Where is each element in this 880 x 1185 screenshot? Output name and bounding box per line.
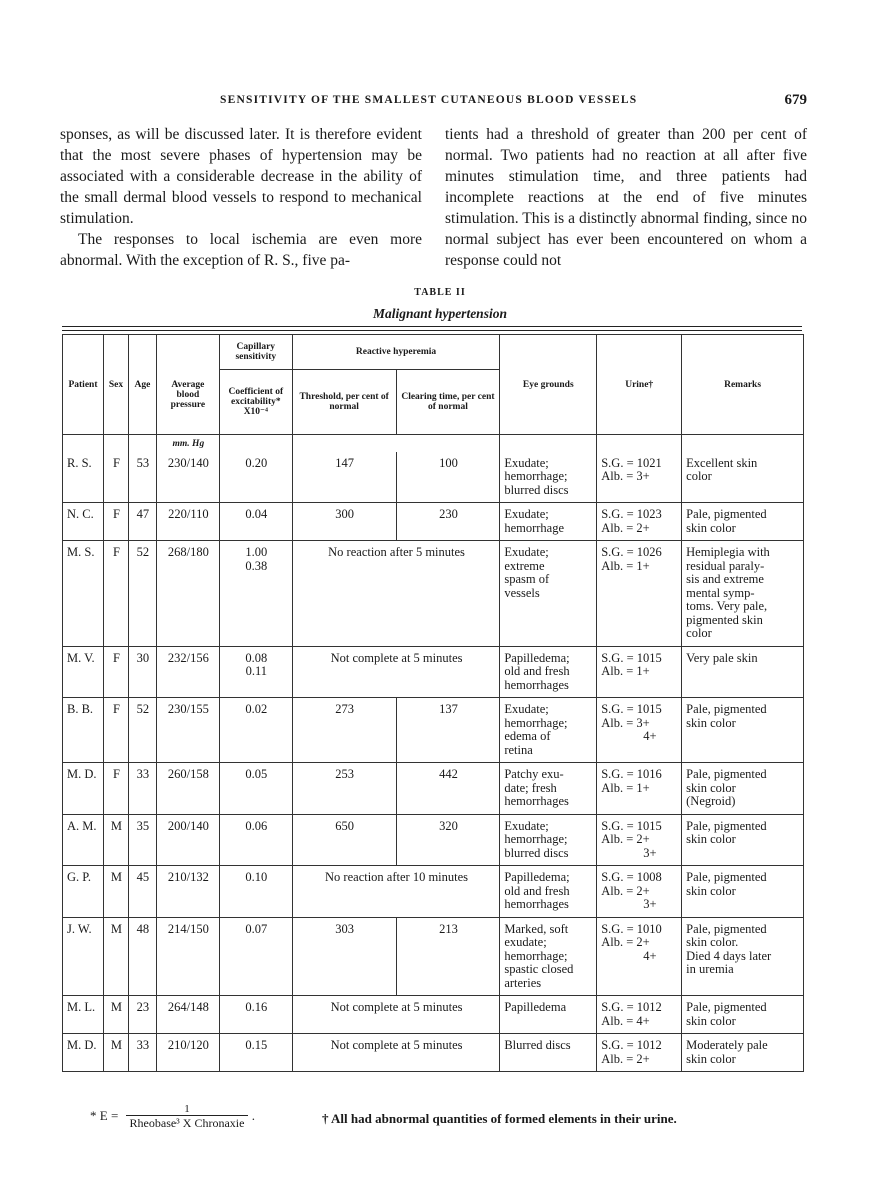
units-cell [219,435,292,452]
patient-cell: A. M. [63,814,104,866]
urine-cell [597,541,682,647]
coefficient-cell-line: 0.10 [245,870,268,884]
formula-suffix: . [251,1107,255,1123]
formula-prefix: * E = [90,1107,119,1123]
sex-cell: F [103,698,128,763]
eye-cell-line: spastic closed [504,962,574,976]
eye-cell-line: Exudate; [504,818,549,833]
coefficient-cell [219,1034,292,1072]
urine-cell-line: S.G. = 1021 [601,455,662,470]
table-row [63,866,804,918]
urine-cell [597,763,682,815]
patient-cell: B. B. [63,698,104,763]
urine-cell-line: S.G. = 1012 [601,1038,662,1052]
eye-cell-line: extreme [504,558,545,573]
age-cell: 52 [128,541,156,647]
page-number: 679 [784,92,807,108]
remarks-cell [682,503,804,541]
eye-cell [500,646,597,698]
left-column [60,124,422,271]
table-row [63,814,804,866]
table-label: TABLE II [414,287,466,298]
eye-cell [500,503,597,541]
table-row [63,698,804,763]
urine-cell [597,452,682,503]
table-top-rule-2 [62,330,802,331]
units-cell [128,435,156,452]
sex-cell: F [103,646,128,698]
clearing-cell: 230 [396,503,500,541]
coefficient-cell [219,763,292,815]
urine-cell-line: Alb. = 3+ [601,715,650,730]
eye-cell-line: Exudate; [504,545,549,559]
sex-cell: M [103,866,128,918]
urine-cell [597,1034,682,1072]
eye-cell-line: hemorrhage; [504,469,568,483]
header-reactive: Reactive hyperemia [292,335,500,370]
eye-cell [500,763,597,815]
eye-cell [500,996,597,1034]
eye-cell-line: Papilledema [504,1000,567,1014]
eye-cell [500,814,597,866]
units-cell [500,435,597,452]
remarks-cell-line: Excellent skin [686,455,758,470]
remarks-cell-line: skin color [686,780,736,795]
coefficient-cell [219,541,292,647]
urine-cell-line: S.G. = 1015 [601,702,662,716]
remarks-cell-line: (Negroid) [686,794,736,808]
units-cell [63,435,104,452]
remarks-cell [682,763,804,815]
urine-cell-line: S.G. = 1015 [601,818,662,833]
header-clearing: Clearing time, per cent of normal [396,370,500,435]
eye-cell-line: old and fresh [504,664,570,678]
remarks-cell-line: Pale, pigmented [686,870,767,884]
eye-cell-line: Marked, soft [504,921,569,936]
table-row [63,646,804,698]
clearing-cell: 137 [396,698,500,763]
coefficient-cell-line: 0.11 [245,664,268,678]
sex-cell: F [103,452,128,503]
eye-cell-line: retina [504,742,533,757]
eye-cell-line: date; fresh [504,780,557,795]
remarks-cell-line: Pale, pigmented [686,818,767,833]
table-row [63,541,804,647]
table-top-rule [62,326,802,327]
remarks-cell-line: Very pale skin [686,650,758,665]
patient-cell: N. C. [63,503,104,541]
bp-cell: 230/140 [156,452,219,503]
coefficient-cell-line: 0.06 [245,818,268,833]
reactive-merged-cell: Not complete at 5 minutes [292,996,500,1034]
units-cell [682,435,804,452]
eye-cell-line: edema of [504,729,551,743]
remarks-cell-line: Pale, pigmented [686,1000,767,1014]
threshold-cell: 303 [292,917,396,996]
age-cell: 48 [128,917,156,996]
units-cell [292,435,396,452]
bp-unit: mm. Hg [156,435,219,452]
eye-cell-line: exudate; [504,935,547,949]
table-row [63,917,804,996]
remarks-cell-line: sis and extreme [686,572,764,586]
urine-cell-line: Alb. = 1+ [601,558,650,573]
urine-cell [597,814,682,866]
remarks-cell-line: skin color [686,715,736,730]
remarks-cell [682,917,804,996]
eye-cell-line: blurred discs [504,845,569,860]
age-cell: 35 [128,814,156,866]
remarks-cell-line: residual paraly- [686,558,765,573]
sex-cell: M [103,917,128,996]
urine-cell-line: S.G. = 1015 [601,650,662,665]
remarks-cell [682,452,804,503]
remarks-cell [682,1034,804,1072]
remarks-cell-line: Pale, pigmented [686,702,767,716]
urine-cell [597,698,682,763]
table-row [63,996,804,1034]
remarks-cell-line: mental symp- [686,585,755,600]
footnote-formula [90,1103,255,1131]
age-cell: 33 [128,1034,156,1072]
eye-cell-line: hemorrhages [504,794,569,808]
urine-cell-line: Alb. = 3+ [601,469,650,483]
coefficient-cell-line: 0.38 [245,558,268,573]
age-cell: 45 [128,866,156,918]
remarks-cell [682,698,804,763]
urine-cell-line: 4+ [643,948,657,963]
eye-cell-line: Exudate; [504,507,549,521]
eye-cell-line: vessels [504,585,540,600]
age-cell: 30 [128,646,156,698]
threshold-cell: 273 [292,698,396,763]
urine-cell-line: Alb. = 1+ [601,664,650,678]
coefficient-cell-line: 0.07 [245,921,268,936]
urine-cell-line: Alb. = 2+ [601,1051,650,1066]
eye-cell [500,917,597,996]
sex-cell: F [103,541,128,647]
urine-cell [597,503,682,541]
urine-cell [597,866,682,918]
clearing-cell: 213 [396,917,500,996]
table-row [63,763,804,815]
header-capillary: Capillary sensitivity [219,335,292,370]
remarks-cell-line: skin color. [686,935,739,949]
header-coefficient: Coefficient of excitability* X10⁻⁴ [219,370,292,435]
urine-cell [597,917,682,996]
urine-cell-line: 3+ [643,845,657,860]
units-row [63,435,804,452]
eye-cell-line: hemorrhages [504,677,569,692]
patient-cell: M. D. [63,1034,104,1072]
urine-cell-line: S.G. = 1010 [601,921,662,936]
units-cell [396,435,500,452]
bp-cell: 210/120 [156,1034,219,1072]
bp-cell: 210/132 [156,866,219,918]
header-threshold: Threshold, per cent of normal [292,370,396,435]
remarks-cell-line: Moderately pale [686,1038,768,1052]
threshold-cell: 253 [292,763,396,815]
urine-cell-line: S.G. = 1008 [601,870,662,884]
urine-cell-line: 3+ [643,897,657,911]
reactive-merged-cell: No reaction after 10 minutes [292,866,500,918]
left-paragraph-2: The responses to local ischemia are even more abnormal. With the exception of R. S., five pa- [60,231,422,269]
right-column [445,124,807,271]
eye-cell-line: old and fresh [504,883,570,898]
remarks-cell-line: skin color [686,832,736,846]
eye-cell-line: Patchy exu- [504,767,564,781]
bp-cell: 232/156 [156,646,219,698]
sex-cell: F [103,503,128,541]
eye-cell-line: hemorrhage [504,520,565,535]
eye-cell [500,698,597,763]
remarks-cell-line: in uremia [686,962,734,976]
remarks-cell [682,646,804,698]
right-paragraph-1: tients had a threshold of greater than 200 per cent of normal. Two patients had no reaction at all after five minutes stimulation time, and three patients had incomplete reactions at the end of five minutes stimulation. This is a distinctly abnormal finding, since no normal subject has ever been encountered on whom a response could not [445,126,807,269]
coefficient-cell [219,996,292,1034]
sex-cell: M [103,1034,128,1072]
urine-cell-line: S.G. = 1026 [601,545,662,559]
coefficient-cell [219,646,292,698]
urine-cell-line: Alb. = 2+ [601,832,650,846]
coefficient-cell-line: 1.00 [245,545,268,559]
age-cell: 33 [128,763,156,815]
eye-cell-line: arteries [504,975,542,990]
urine-cell-line: Alb. = 2+ [601,883,650,898]
header-eye: Eye grounds [500,335,597,435]
remarks-cell [682,541,804,647]
header-remarks: Remarks [682,335,804,435]
age-cell: 47 [128,503,156,541]
remarks-cell-line: color [686,469,712,483]
coefficient-cell [219,814,292,866]
formula-numerator: 1 [126,1103,249,1116]
urine-cell-line: Alb. = 1+ [601,780,650,795]
reactive-merged-cell: No reaction after 5 minutes [292,541,500,647]
patient-cell: G. P. [63,866,104,918]
urine-cell [597,996,682,1034]
bp-cell: 264/148 [156,996,219,1034]
urine-cell-line: Alb. = 2+ [601,520,650,535]
footnote-dagger: † All had abnormal quantities of formed elements in their urine. [322,1111,677,1126]
age-cell: 23 [128,996,156,1034]
age-cell: 52 [128,698,156,763]
remarks-cell [682,996,804,1034]
coefficient-cell-line: 0.08 [245,650,268,665]
header-blood-pressure: Average blood pressure [156,335,219,435]
bp-cell: 220/110 [156,503,219,541]
remarks-cell-line: skin color [686,520,736,535]
left-paragraph-1: sponses, as will be discussed later. It is therefore evident that the most severe phases of hypertension may be associated with a considerable decrease in the ability of the small dermal blood vessels to respond to mechanical stimulation. [60,126,422,227]
urine-cell-line: Alb. = 2+ [601,935,650,949]
bp-cell: 268/180 [156,541,219,647]
remarks-cell [682,866,804,918]
table-row [63,452,804,503]
reactive-merged-cell: Not complete at 5 minutes [292,646,500,698]
clearing-cell: 320 [396,814,500,866]
patient-cell: M. S. [63,541,104,647]
threshold-cell: 147 [292,452,396,503]
patient-cell: M. D. [63,763,104,815]
coefficient-cell-line: 0.05 [245,767,268,781]
bp-cell: 230/155 [156,698,219,763]
eye-cell-line: spasm of [504,572,550,586]
header-age: Age [128,335,156,435]
urine-cell-line: S.G. = 1023 [601,507,662,521]
data-table [62,334,804,1072]
urine-cell-line: S.G. = 1016 [601,767,662,781]
urine-cell [597,646,682,698]
coefficient-cell [219,698,292,763]
eye-cell [500,541,597,647]
table-title: Malignant hypertension [373,306,507,321]
eye-cell-line: blurred discs [504,482,569,497]
patient-cell: R. S. [63,452,104,503]
coefficient-cell [219,503,292,541]
remarks-cell-line: Pale, pigmented [686,921,767,936]
sex-cell: F [103,763,128,815]
coefficient-cell-line: 0.16 [245,1000,268,1014]
eye-cell-line: Exudate; [504,702,549,716]
urine-cell-line: S.G. = 1012 [601,1000,662,1014]
clearing-cell: 100 [396,452,500,503]
remarks-cell-line: toms. Very pale, [686,599,768,613]
table-body [63,435,804,1072]
coefficient-cell-line: 0.02 [245,702,268,716]
sex-cell: M [103,814,128,866]
coefficient-cell-line: 0.04 [245,507,268,521]
reactive-merged-cell: Not complete at 5 minutes [292,1034,500,1072]
header-urine: Urine† [597,335,682,435]
eye-cell-line: hemorrhage; [504,715,568,730]
eye-cell [500,452,597,503]
running-title: SENSITIVITY OF THE SMALLEST CUTANEOUS BLOOD VESSELS [220,94,638,106]
remarks-cell-line: pigmented skin [686,612,763,627]
patient-cell: J. W. [63,917,104,996]
remarks-cell [682,814,804,866]
bp-cell: 200/140 [156,814,219,866]
coefficient-cell-line: 0.15 [245,1038,268,1052]
eye-cell-line: hemorrhage; [504,948,568,963]
header-sex: Sex [103,335,128,435]
coefficient-cell [219,866,292,918]
coefficient-cell [219,917,292,996]
table-row [63,1034,804,1072]
eye-cell-line: Exudate; [504,455,549,470]
header-patient: Patient [63,335,104,435]
sex-cell: M [103,996,128,1034]
remarks-cell-line: Pale, pigmented [686,767,767,781]
coefficient-cell [219,452,292,503]
remarks-cell-line: Pale, pigmented [686,507,767,521]
bp-cell: 260/158 [156,763,219,815]
units-cell [103,435,128,452]
running-head [60,92,807,112]
eye-cell-line: Papilledema; [504,650,570,665]
age-cell: 53 [128,452,156,503]
threshold-cell: 650 [292,814,396,866]
eye-cell [500,1034,597,1072]
coefficient-cell-line: 0.20 [245,455,268,470]
eye-cell [500,866,597,918]
table-row [63,503,804,541]
remarks-cell-line: Hemiplegia with [686,545,770,559]
formula-fraction [126,1103,249,1131]
patient-cell: M. V. [63,646,104,698]
formula-denominator: Rheobase³ X Chronaxie [129,1116,245,1130]
eye-cell-line: hemorrhage; [504,832,568,846]
remarks-cell-line: color [686,626,712,640]
bp-cell: 214/150 [156,917,219,996]
units-cell [597,435,682,452]
threshold-cell: 300 [292,503,396,541]
eye-cell-line: Blurred discs [504,1038,571,1052]
clearing-cell: 442 [396,763,500,815]
urine-cell-line: 4+ [643,729,657,743]
eye-cell-line: hemorrhages [504,897,569,911]
remarks-cell-line: skin color [686,1051,736,1066]
urine-cell-line: Alb. = 4+ [601,1013,650,1028]
remarks-cell-line: Died 4 days later [686,948,772,963]
remarks-cell-line: skin color [686,1013,736,1028]
eye-cell-line: Papilledema; [504,870,570,884]
patient-cell: M. L. [63,996,104,1034]
remarks-cell-line: skin color [686,883,736,898]
